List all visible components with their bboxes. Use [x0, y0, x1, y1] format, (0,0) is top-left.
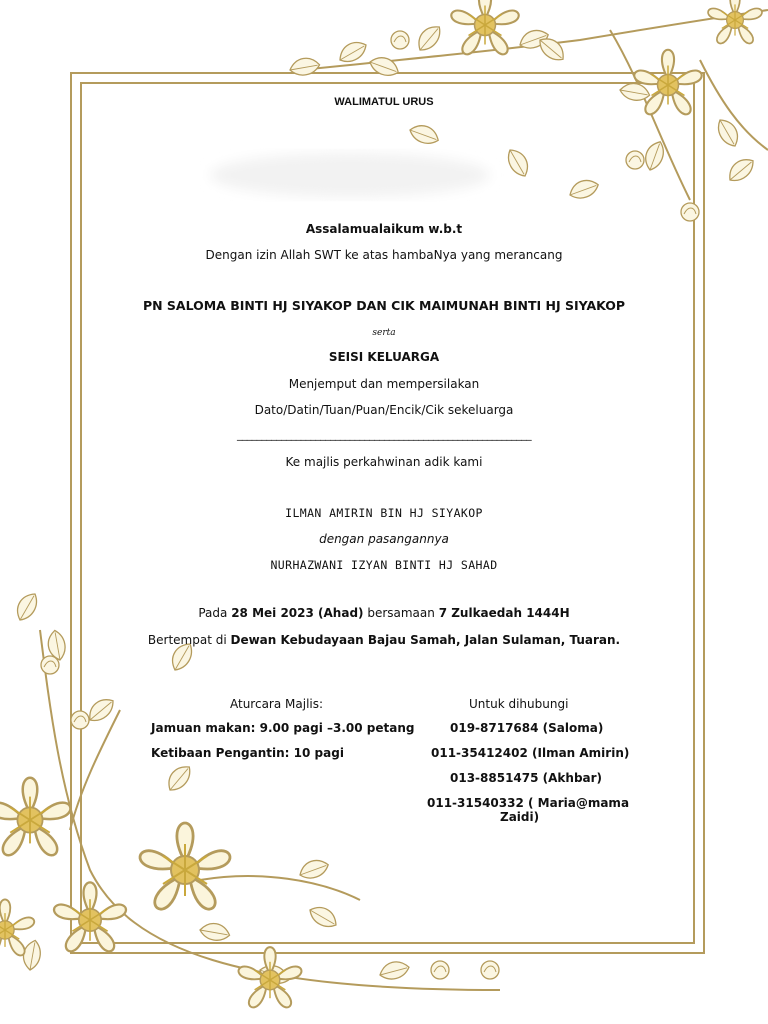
family-text: SEISI KELUARGA	[328, 350, 440, 364]
venue-prefix: Bertempat di	[147, 633, 231, 647]
groom-name: ILMAN AMIRIN BIN HJ SIYAKOP	[285, 506, 483, 520]
event-date: 28 Mei 2023 (Ahad)	[231, 606, 364, 620]
venue-name: Dewan Kebudayaan Bajau Samah, Jalan Sulaman, Tuaran.	[230, 633, 621, 647]
page-title: WALIMATUL URUS	[334, 96, 434, 108]
contact-item: 011-31540332 ( Maria@mama	[427, 796, 630, 810]
schedule-heading: Aturcara Majlis:	[230, 697, 324, 711]
date-middle: bersamaan	[363, 606, 439, 620]
occasion-text: Ke majlis perkahwinan adik kami	[285, 455, 483, 469]
schedule-item: Ketibaan Pengantin: 10 pagi	[151, 746, 344, 760]
guest-name-blank-line: ____________________________________________________________	[236, 428, 531, 441]
contact-item: 013-8851475 (Akhbar)	[450, 771, 603, 785]
bride-name: NURHAZWANI IZYAN BINTI HJ SAHAD	[270, 558, 498, 572]
blurred-image-region	[200, 140, 530, 210]
invite-line-1: Menjemput dan mempersilakan	[288, 377, 480, 391]
hosts-names: PN SALOMA BINTI HJ SIYAKOP DAN CIK MAIMUNAH BINTI HJ SIYAKOP	[142, 298, 626, 313]
contacts-heading: Untuk dihubungi	[469, 697, 569, 711]
contact-item: 011-35412402 (Ilman Amirin)	[431, 746, 630, 760]
date-line	[0, 606, 768, 620]
connector-text: dengan pasangannya	[319, 532, 449, 546]
intro-text: Dengan izin Allah SWT ke atas hambaNya yang merancang	[205, 248, 563, 262]
invite-line-2: Dato/Datin/Tuan/Puan/Encik/Cik sekeluarga	[254, 403, 514, 417]
contact-item: 019-8717684 (Saloma)	[450, 721, 604, 735]
schedule-item: Jamuan makan: 9.00 pagi –3.00 petang	[151, 721, 415, 735]
date-prefix: Pada	[198, 606, 232, 620]
greeting: Assalamualaikum w.b.t	[305, 222, 463, 236]
hijri-date: 7 Zulkaedah 1444H	[438, 606, 570, 620]
contact-item: Zaidi)	[500, 810, 540, 824]
serta-text: serta	[372, 328, 396, 338]
venue-line	[0, 633, 768, 647]
